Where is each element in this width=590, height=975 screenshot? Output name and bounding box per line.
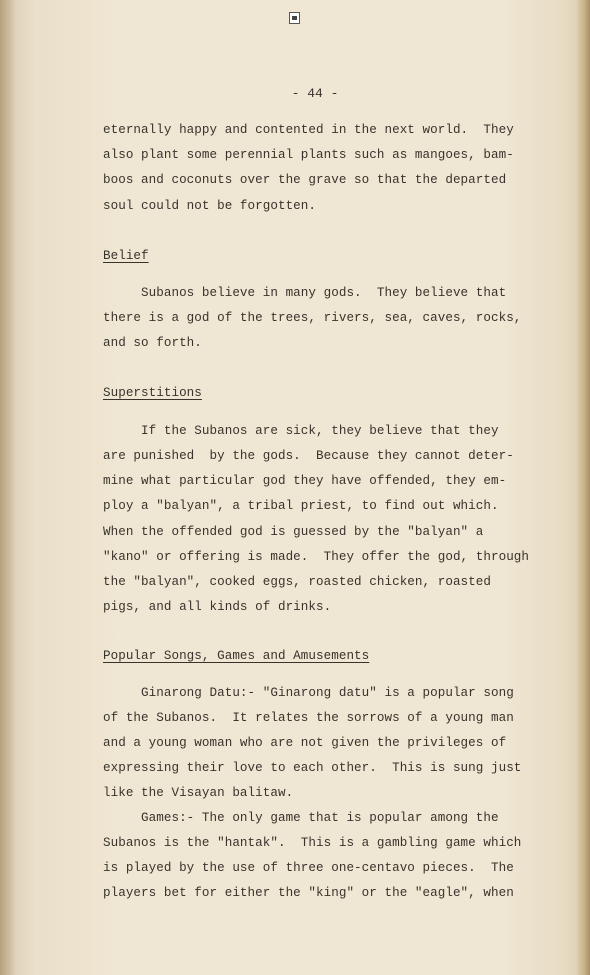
line-22: expressing their love to each other. This is sung just [103,761,522,775]
line-24: Games:- The only game that is popular among the [103,811,499,825]
heading-superstitions: Superstitions [103,386,202,400]
line-7: there is a god of the trees, rivers, sea, caves, rocks, [103,311,522,325]
line-13: ploy a "balyan", a tribal priest, to find out which. [103,499,499,513]
line-6: Subanos believe in many gods. They believe that [103,286,507,300]
line-2: also plant some perennial plants such as mangoes, bam- [103,148,514,162]
line-19: Ginarong Datu:- "Ginarong datu" is a popular song [103,686,514,700]
line-20: of the Subanos. It relates the sorrows of a young man [103,711,514,725]
line-3: boos and coconuts over the grave so that the departed [103,173,507,187]
page-edge [576,0,590,975]
line-1: eternally happy and contented in the next world. They [103,123,514,137]
line-8: and so forth. [103,336,202,350]
line-21: and a young woman who are not given the privileges of [103,736,507,750]
line-4: soul could not be forgotten. [103,199,317,213]
line-17: pigs, and all kinds of drinks. [103,600,332,614]
line-10: If the Subanos are sick, they believe that they [103,424,499,438]
line-23: like the Visayan balitaw. [103,786,294,800]
line-12: mine what particular god they have offended, they em- [103,474,507,488]
heading-belief: Belief [103,249,149,263]
line-26: is played by the use of three one-centavo pieces. The [103,861,514,875]
line-11: are punished by the gods. Because they cannot deter- [103,449,514,463]
scan-marker-icon [289,12,300,24]
line-25: Subanos is the "hantak". This is a gambling game which [103,836,522,850]
line-15: "kano" or offering is made. They offer the god, through [103,550,530,564]
heading-popular-songs: Popular Songs, Games and Amusements [103,649,370,663]
line-27: players bet for either the "king" or the "eagle", when [103,886,514,900]
page-number: - 44 - [291,86,339,101]
binding-shadow [0,0,16,975]
line-16: the "balyan", cooked eggs, roasted chicken, roasted [103,575,491,589]
line-14: When the offended god is guessed by the "balyan" a [103,525,484,539]
